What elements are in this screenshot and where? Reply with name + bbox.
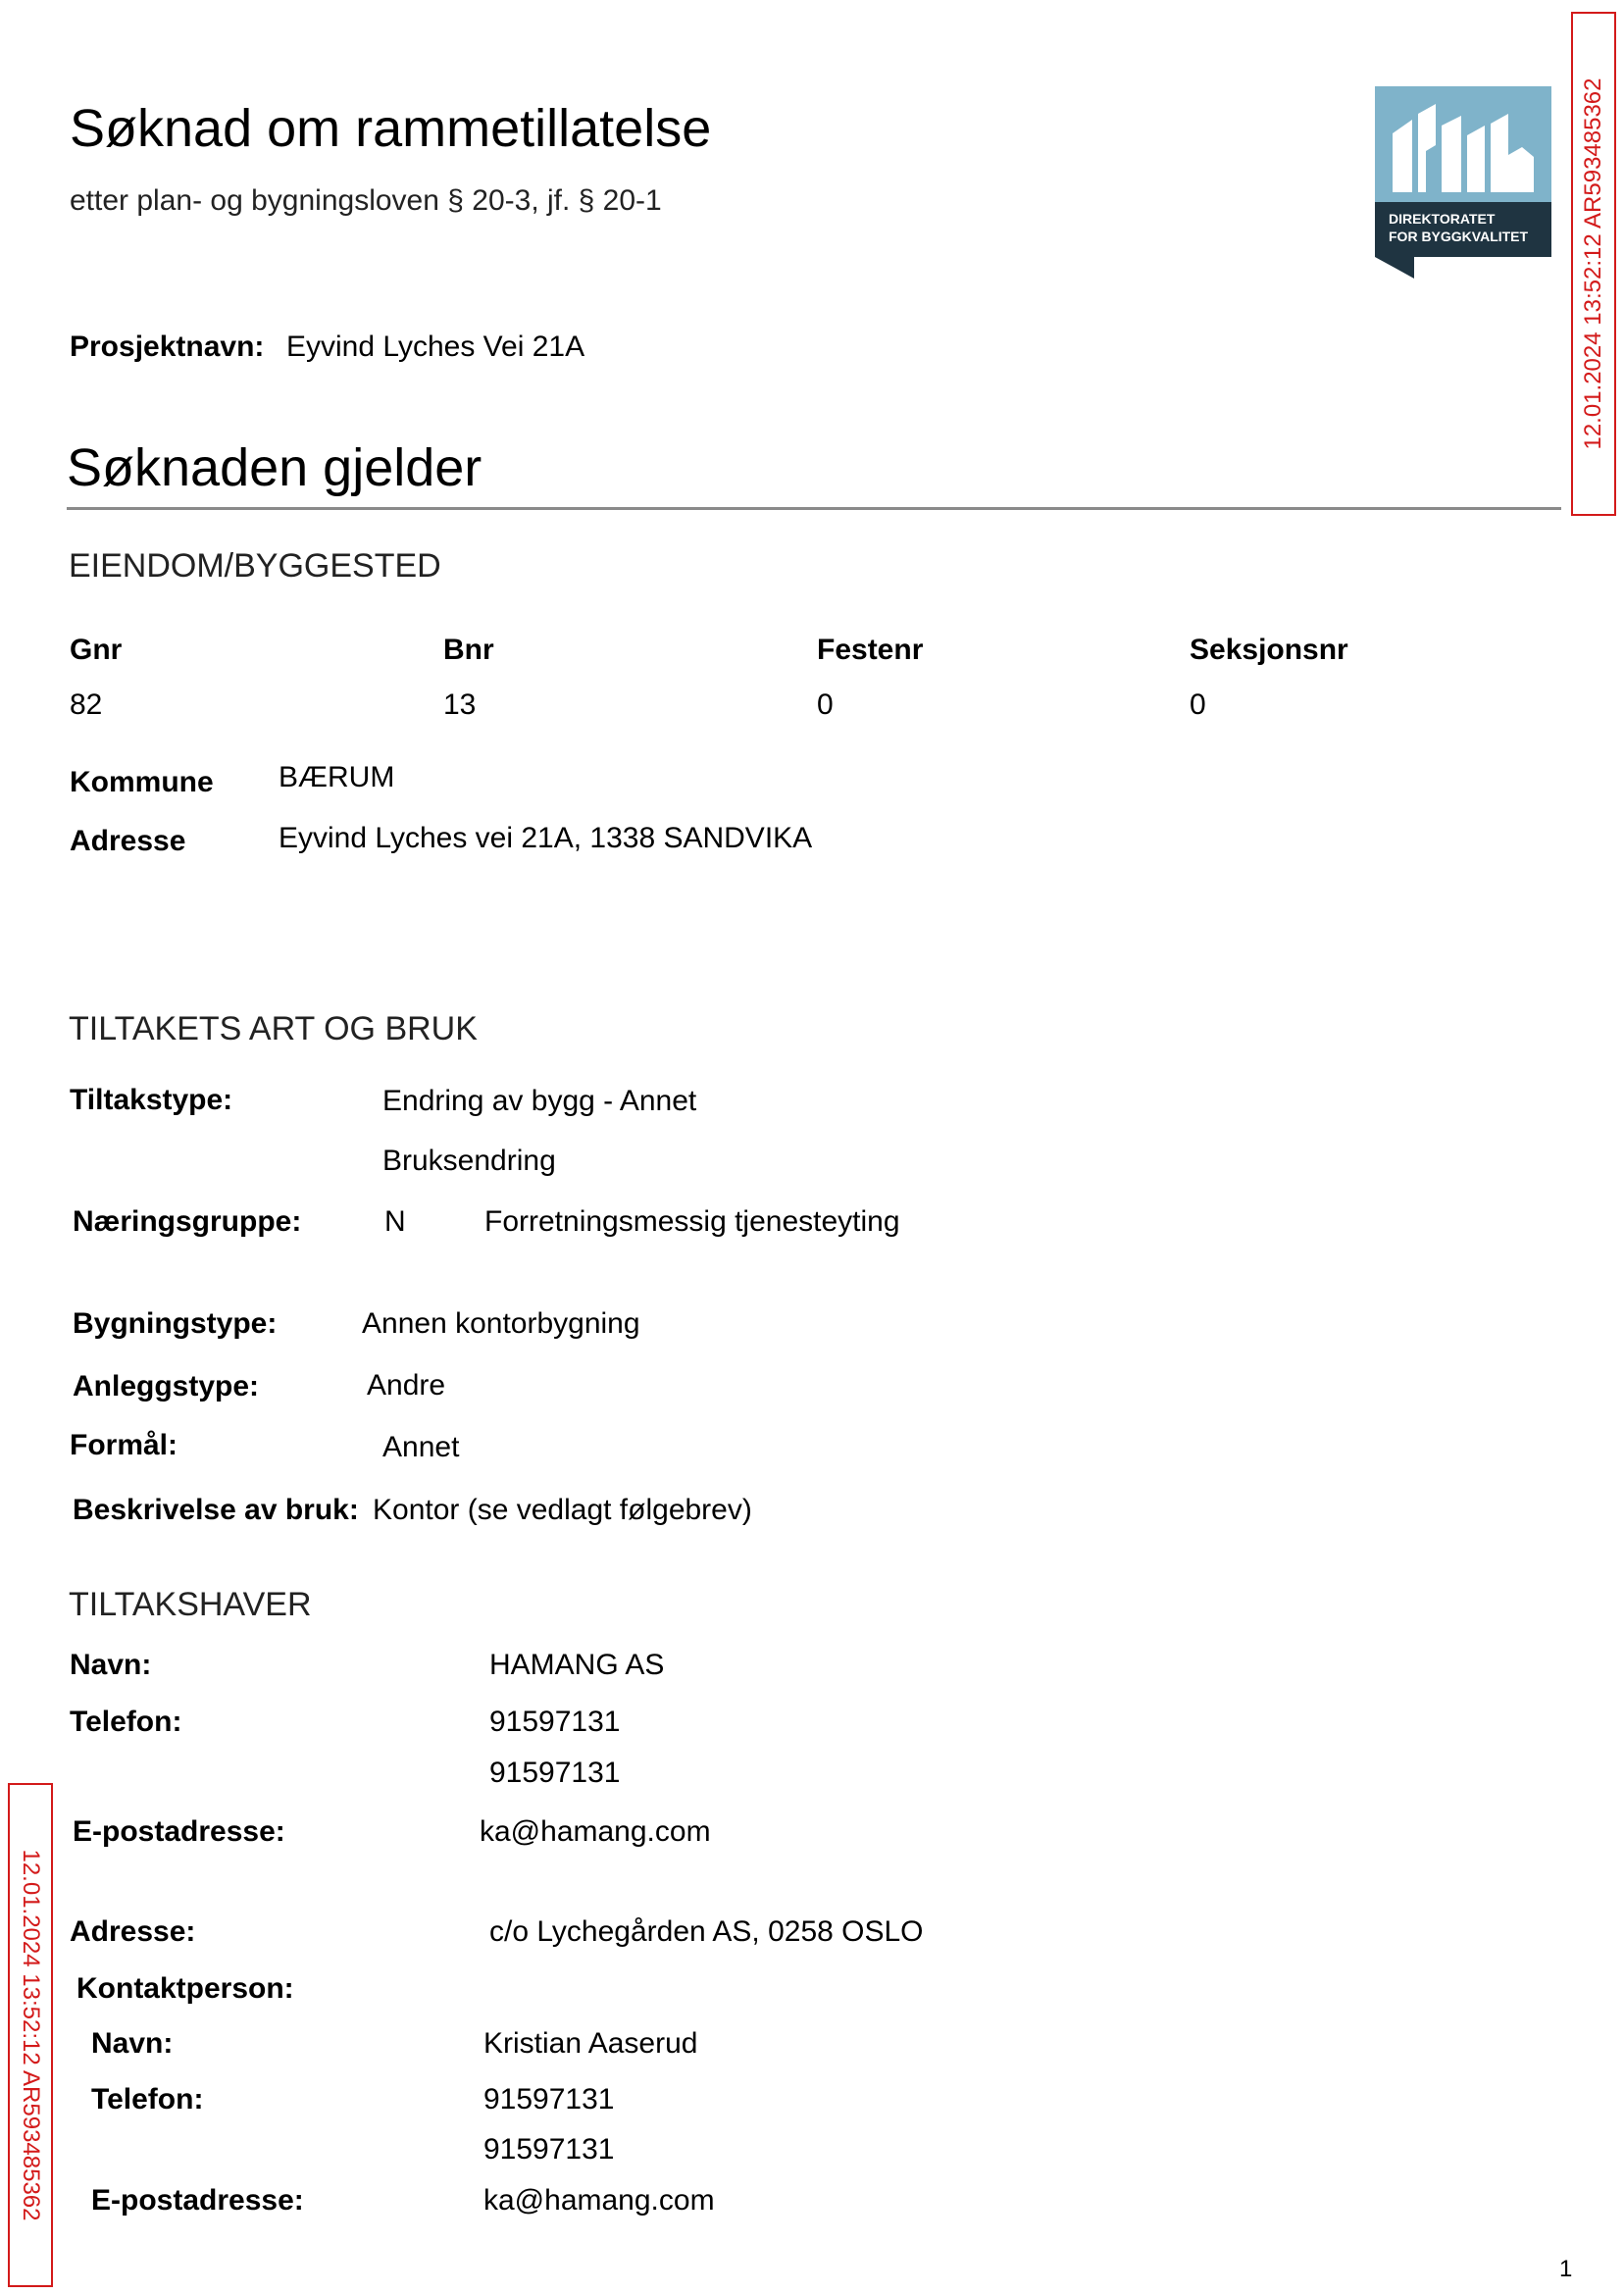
anleggstype-label: Anleggstype: bbox=[73, 1370, 260, 1402]
telefon-value-1: 91597131 bbox=[489, 1706, 621, 1738]
telefon-label: Telefon: bbox=[70, 1706, 182, 1738]
telefon-value-2: 91597131 bbox=[489, 1757, 621, 1789]
kontakt-telefon-label: Telefon: bbox=[91, 2083, 204, 2116]
bygningstype-value: Annen kontorbygning bbox=[362, 1307, 640, 1340]
gnr-label: Gnr bbox=[70, 634, 123, 666]
bnr-label: Bnr bbox=[443, 634, 494, 666]
kontakt-epost-value: ka@hamang.com bbox=[483, 2184, 715, 2217]
kontakt-navn-value: Kristian Aaserud bbox=[483, 2027, 698, 2060]
document-title: Søknad om rammetillatelse bbox=[70, 99, 712, 158]
navn-label: Navn: bbox=[70, 1649, 152, 1681]
project-label: Prosjektnavn: bbox=[70, 331, 265, 363]
stamp-text: 12.01.2024 13:52:12 AR593485362 bbox=[18, 1849, 44, 2221]
naeringsgruppe-value: Forretningsmessig tjenesteyting bbox=[484, 1205, 900, 1238]
anleggstype-value: Andre bbox=[367, 1369, 446, 1402]
adresse-label: Adresse bbox=[70, 825, 186, 857]
tiltakstype-value-2: Bruksendring bbox=[382, 1145, 556, 1177]
project-value: Eyvind Lyches Vei 21A bbox=[286, 331, 585, 363]
gnr-value: 82 bbox=[70, 688, 103, 721]
kommune-value: BÆRUM bbox=[279, 761, 395, 793]
kommune-label: Kommune bbox=[70, 766, 214, 798]
naeringsgruppe-code: N bbox=[384, 1205, 406, 1238]
tiltak-heading: TILTAKETS ART OG BRUK bbox=[69, 1010, 478, 1047]
page-number: 1 bbox=[1559, 2256, 1573, 2282]
beskrivelse-value: Kontor (se vedlagt følgebrev) bbox=[373, 1494, 752, 1526]
tiltakstype-value-1: Endring av bygg - Annet bbox=[382, 1085, 697, 1117]
kontakt-telefon-value-2: 91597131 bbox=[483, 2133, 615, 2166]
dibk-logo bbox=[1375, 86, 1551, 283]
eiendom-heading: EIENDOM/BYGGESTED bbox=[69, 547, 441, 585]
kontakt-navn-label: Navn: bbox=[91, 2027, 174, 2060]
kontakt-epost-label: E-postadresse: bbox=[91, 2184, 304, 2217]
stamp-text: 12.01.2024 13:52:12 AR593485362 bbox=[1580, 77, 1606, 450]
formal-value: Annet bbox=[382, 1431, 460, 1463]
epost-label: E-postadresse: bbox=[73, 1815, 285, 1848]
adresse-value: Eyvind Lyches vei 21A, 1338 SANDVIKA bbox=[279, 822, 813, 854]
logo-line2: FOR BYGGKVALITET bbox=[1389, 229, 1529, 244]
timestamp-stamp-top bbox=[1571, 12, 1616, 516]
kontakt-telefon-value-1: 91597131 bbox=[483, 2083, 615, 2116]
bnr-value: 13 bbox=[443, 688, 477, 721]
festenr-label: Festenr bbox=[817, 634, 924, 666]
bygningstype-label: Bygningstype: bbox=[73, 1307, 278, 1340]
dibk-logo-icon bbox=[1375, 86, 1551, 279]
logo-line1: DIREKTORATET bbox=[1389, 211, 1496, 227]
section-title: Søknaden gjelder bbox=[67, 438, 482, 497]
section-divider bbox=[67, 507, 1561, 510]
epost-value: ka@hamang.com bbox=[480, 1815, 711, 1848]
kontaktperson-label: Kontaktperson: bbox=[76, 1972, 294, 2005]
timestamp-stamp-bottom bbox=[8, 1783, 53, 2287]
beskrivelse-label: Beskrivelse av bruk: bbox=[73, 1494, 359, 1526]
tiltakstype-label: Tiltakstype: bbox=[70, 1084, 233, 1116]
tiltakshaver-heading: TILTAKSHAVER bbox=[69, 1586, 312, 1623]
seksjonsnr-value: 0 bbox=[1190, 688, 1206, 721]
festenr-value: 0 bbox=[817, 688, 834, 721]
naeringsgruppe-label: Næringsgruppe: bbox=[73, 1205, 302, 1238]
seksjonsnr-label: Seksjonsnr bbox=[1190, 634, 1348, 666]
navn-value: HAMANG AS bbox=[489, 1649, 665, 1681]
formal-label: Formål: bbox=[70, 1429, 178, 1461]
adresse-th-label: Adresse: bbox=[70, 1915, 196, 1948]
document-subtitle: etter plan- og bygningsloven § 20-3, jf. § 20-1 bbox=[70, 184, 662, 217]
adresse-th-value: c/o Lychegården AS, 0258 OSLO bbox=[489, 1915, 924, 1948]
